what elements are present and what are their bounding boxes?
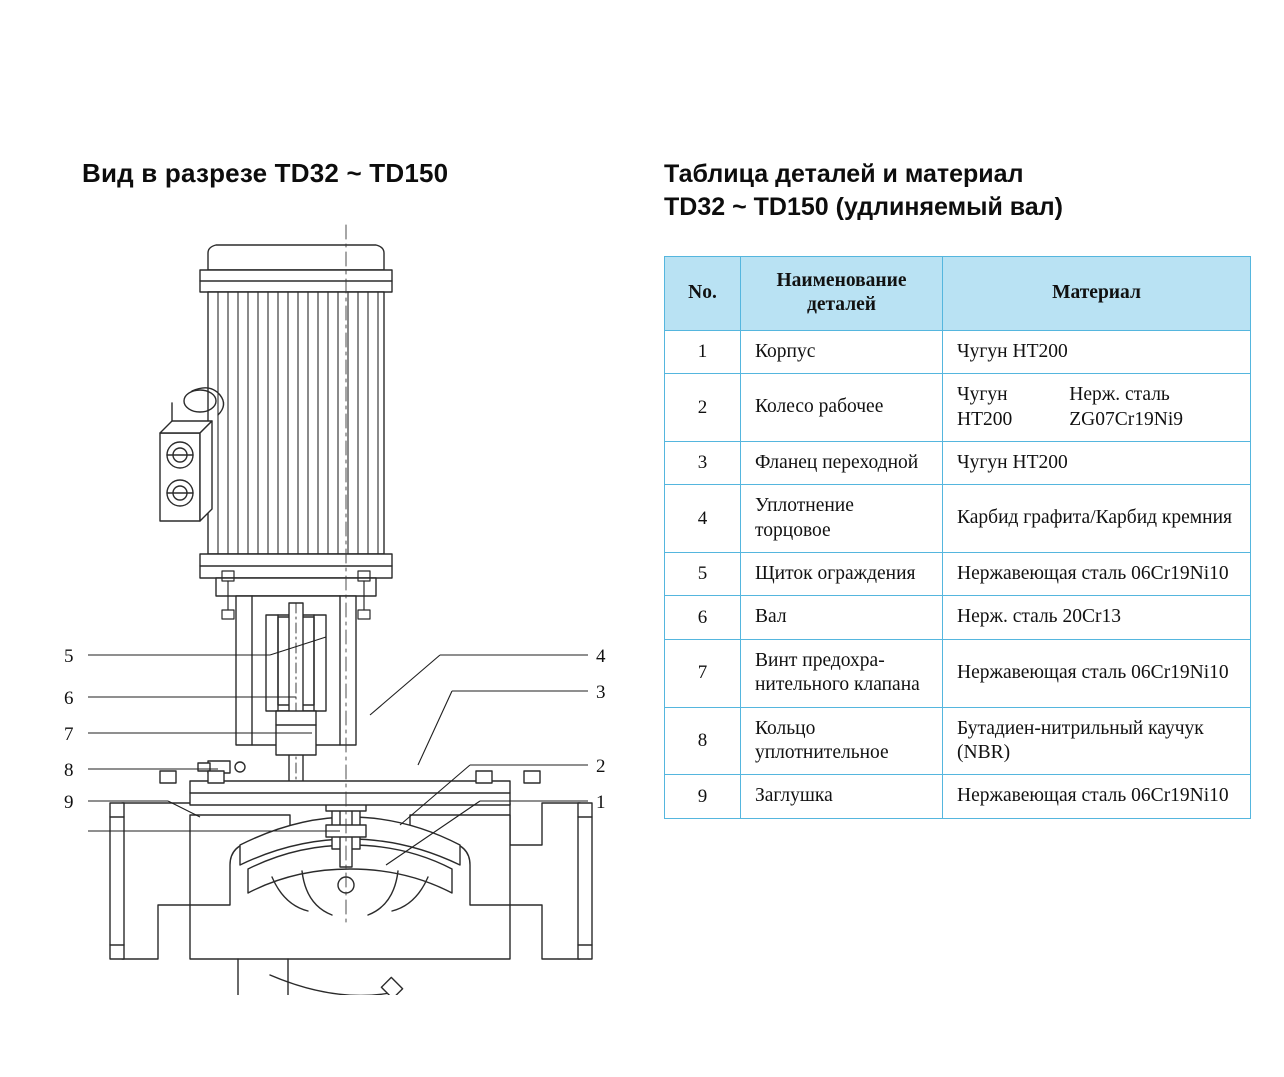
callout-7: 7 <box>64 724 74 745</box>
column-header-material: Материал <box>943 257 1251 331</box>
pump-sectional-drawing <box>40 205 640 995</box>
cell-no: 2 <box>665 374 741 442</box>
parts-table-title-suffix: (удлиняемый вал) <box>835 193 1063 221</box>
callout-1: 1 <box>596 792 606 813</box>
cell-no: 7 <box>665 639 741 707</box>
cell-no: 6 <box>665 596 741 639</box>
cell-part-name: Вал <box>741 596 943 639</box>
parts-table-header <box>665 257 1251 331</box>
cell-material: Нержавеющая сталь 06Cr19Ni10 <box>943 639 1251 707</box>
table-header-row <box>665 257 1251 331</box>
column-header-no: No. <box>665 257 741 331</box>
column-header-name <box>741 257 943 331</box>
table-row <box>665 596 1251 639</box>
cell-material: Нержавеющая сталь 06Cr19Ni10 <box>943 775 1251 818</box>
cell-part-name: Заглушка <box>741 775 943 818</box>
drawing-callout-right <box>596 646 606 813</box>
cell-no: 8 <box>665 707 741 775</box>
cell-part-name: Колесо рабочее <box>741 374 943 442</box>
table-row <box>665 330 1251 373</box>
cell-material: Чугун HT200 <box>943 441 1251 484</box>
sectional-drawing-panel <box>0 0 640 1077</box>
cell-material-alternate: Нерж. сталь ZG07Cr19Ni9 <box>1069 384 1183 430</box>
cell-no: 1 <box>665 330 741 373</box>
callout-2: 2 <box>596 756 606 777</box>
parts-table-model-range: TD32 ~ TD150 <box>664 193 829 221</box>
cell-no: 5 <box>665 553 741 596</box>
callout-4: 4 <box>596 646 606 667</box>
table-row <box>665 485 1251 553</box>
table-row <box>665 441 1251 484</box>
cell-no: 3 <box>665 441 741 484</box>
callout-8: 8 <box>64 760 74 781</box>
cell-part-name: Уплотнение торцовое <box>741 485 943 553</box>
parts-table-body <box>665 330 1251 818</box>
cell-material: Карбид графита/Карбид кремния <box>943 485 1251 553</box>
parts-table-title <box>664 158 1264 224</box>
cell-material: Нержавеющая сталь 06Cr19Ni10 <box>943 553 1251 596</box>
cell-material <box>943 374 1251 442</box>
parts-table <box>664 256 1251 819</box>
table-row <box>665 374 1251 442</box>
parts-table-panel <box>640 0 1284 1077</box>
table-row <box>665 775 1251 818</box>
column-header-name-line1: Наименование <box>776 270 907 291</box>
cell-part-name: Винт предохра-нительного клапана <box>741 639 943 707</box>
callout-5: 5 <box>64 646 74 667</box>
pump-drawing-svg <box>40 205 640 995</box>
cell-no: 9 <box>665 775 741 818</box>
cell-material: Чугун HT200 <box>943 330 1251 373</box>
drawing-title: Вид в разрезе TD32 ~ TD150 <box>82 158 449 188</box>
drawing-callout-left <box>64 646 74 813</box>
table-row <box>665 707 1251 775</box>
cell-part-name: Щиток ограждения <box>741 553 943 596</box>
callout-6: 6 <box>64 688 74 709</box>
cell-part-name: Фланец переходной <box>741 441 943 484</box>
cell-material-primary: Чугун HT200 <box>957 384 1013 430</box>
parts-table-title-line2 <box>664 191 1264 224</box>
cell-part-name: Корпус <box>741 330 943 373</box>
table-row <box>665 639 1251 707</box>
column-header-name-line2: деталей <box>806 294 877 316</box>
cell-material: Бутадиен-нитрильный каучук (NBR) <box>943 707 1251 775</box>
cell-material: Нерж. сталь 20Cr13 <box>943 596 1251 639</box>
parts-table-title-line1: Таблица деталей и материал <box>664 160 1024 188</box>
cell-no: 4 <box>665 485 741 553</box>
callout-9: 9 <box>64 792 74 813</box>
callout-3: 3 <box>596 682 606 703</box>
cell-part-name: Кольцо уплотнительное <box>741 707 943 775</box>
table-row <box>665 553 1251 596</box>
